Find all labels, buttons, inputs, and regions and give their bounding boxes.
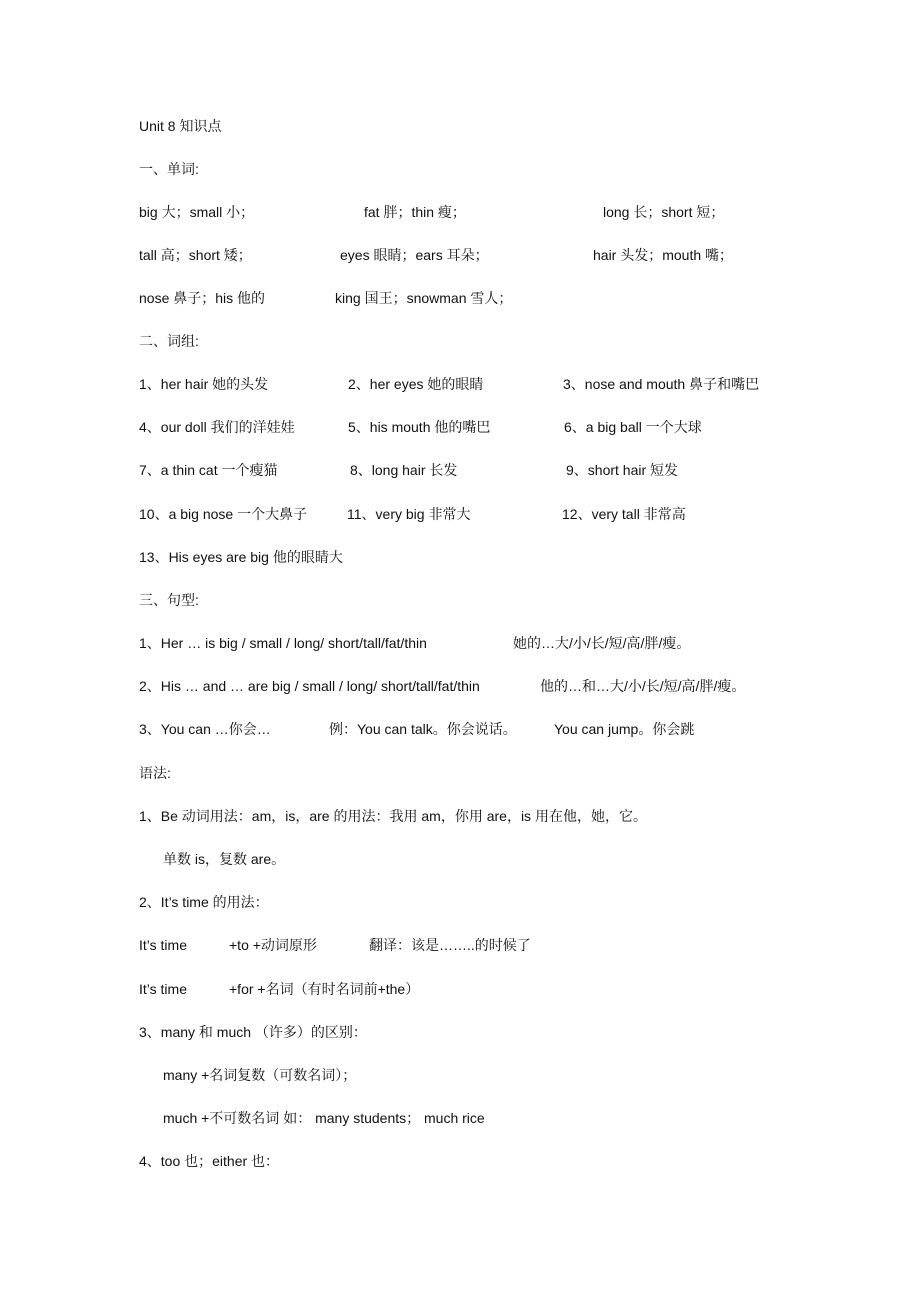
word-entry: fat 胖；thin 瘦；	[364, 204, 466, 220]
phrase-entry: 2、her eyes 她的眼睛	[348, 376, 484, 392]
word-entry: hair 头发；mouth 嘴；	[593, 247, 734, 263]
pattern-example: You can jump。你会跳	[554, 721, 695, 737]
word-entry: big 大；small 小；	[139, 204, 255, 220]
grammar-point: 2、It’s time 的用法：	[139, 894, 269, 910]
phrase-entry: 1、her hair 她的头发	[139, 376, 269, 392]
grammar-note: 单数 is，复数 are。	[163, 851, 286, 867]
grammar-point: 4、too 也；either 也：	[139, 1153, 280, 1169]
pattern-english: 3、You can …你会…	[139, 721, 271, 737]
pattern-english: 1、Her … is big / small / long/ short/tall/fat/thin	[139, 635, 427, 651]
section-heading-sentences: 三、句型:	[139, 592, 199, 608]
rule-phrase: It’s time	[139, 981, 187, 997]
phrase-entry: 10、a big nose 一个大鼻子	[139, 506, 308, 522]
pattern-chinese: 她的…大/小/长/短/高/胖/瘦。	[513, 635, 691, 651]
word-entry: nose 鼻子；his 他的	[139, 290, 266, 306]
phrase-entry: 6、a big ball 一个大球	[564, 419, 702, 435]
word-entry: tall 高；short 矮；	[139, 247, 252, 263]
phrase-entry: 7、a thin cat 一个瘦猫	[139, 462, 278, 478]
rule-structure: +for +名词（有时名词前+the）	[229, 981, 420, 997]
grammar-point: 1、Be 动词用法：am，is，are 的用法：我用 am，你用 are，is 用在他，她，它。	[139, 808, 647, 824]
phrase-entry: 4、our doll 我们的洋娃娃	[139, 419, 295, 435]
phrase-entry: 13、His eyes are big 他的眼睛大	[139, 549, 343, 565]
grammar-note: much +不可数名词 如： many students； much rice	[163, 1110, 485, 1126]
grammar-point: 3、many 和 much （许多）的区别：	[139, 1024, 367, 1040]
grammar-note: many +名词复数（可数名词）；	[163, 1067, 357, 1083]
pattern-example: 例：You can talk。你会说话。	[329, 721, 517, 737]
rule-structure: +to +动词原形	[229, 937, 317, 953]
rule-phrase: It’s time	[139, 937, 187, 953]
section-heading-phrases: 二、词组:	[139, 333, 199, 349]
phrase-entry: 12、very tall 非常高	[562, 506, 686, 522]
section-heading-grammar: 语法:	[139, 765, 171, 781]
phrase-entry: 11、very big 非常大	[347, 506, 471, 522]
section-heading-words: 一、单词:	[139, 161, 199, 177]
word-entry: eyes 眼睛；ears 耳朵；	[340, 247, 489, 263]
phrase-entry: 5、his mouth 他的嘴巴	[348, 419, 491, 435]
word-entry: king 国王；snowman 雪人；	[335, 290, 513, 306]
word-entry: long 长；short 短；	[603, 204, 725, 220]
phrase-entry: 3、nose and mouth 鼻子和嘴巴	[563, 376, 760, 392]
phrase-entry: 8、long hair 长发	[350, 462, 458, 478]
pattern-chinese: 他的…和…大/小/长/短/高/胖/瘦。	[540, 678, 746, 694]
phrase-entry: 9、short hair 短发	[566, 462, 679, 478]
pattern-english: 2、His … and … are big / small / long/ short/tall/fat/thin	[139, 678, 480, 694]
document-title: Unit 8 知识点	[139, 118, 222, 134]
rule-translation: 翻译：该是……..的时候了	[369, 937, 531, 953]
